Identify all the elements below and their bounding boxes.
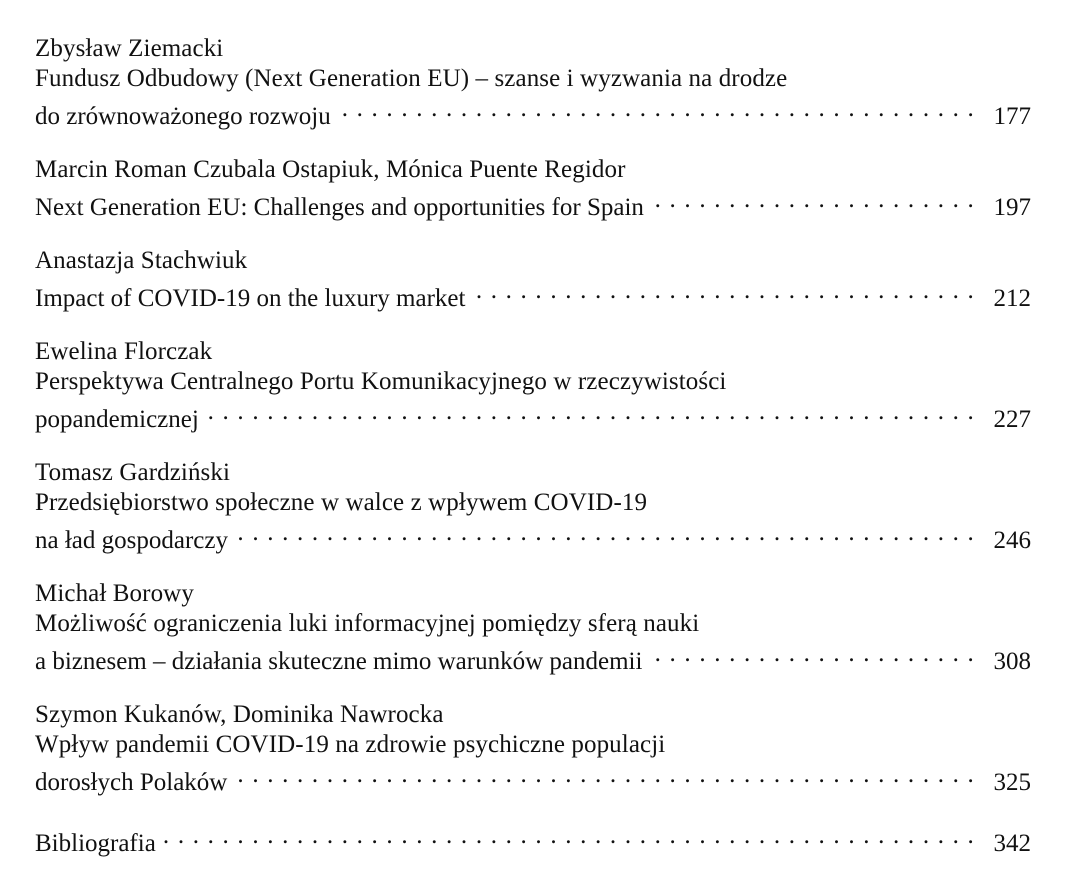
entry-title-line: Możliwość ograniczenia luki informacyjnej pomiędzy sferą nauki — [35, 610, 700, 637]
entry-title-line: Perspektywa Centralnego Portu Komunikacyjnego w rzeczywistości — [35, 368, 727, 395]
entry-author: Ewelina Florczak — [35, 338, 213, 365]
entry-author: Marcin Roman Czubala Ostapiuk, Mónica Puente Regidor — [35, 156, 626, 183]
toc-entry — [35, 246, 1031, 312]
toc-entry — [35, 458, 1031, 554]
entry-title-line: na ład gospodarczy — [35, 527, 228, 554]
entry-title-line: popandemicznej — [35, 406, 199, 433]
toc-entry — [35, 337, 1031, 433]
entry-author: Anastazja Stachwiuk — [35, 247, 248, 274]
dot-leader — [648, 639, 975, 669]
entry-title-line: Fundusz Odbudowy (Next Generation EU) – szanse i wyzwania na drodze — [35, 65, 788, 92]
entry-last-line — [35, 276, 1031, 312]
toc-entry — [35, 579, 1031, 675]
entry-title-line: Next Generation EU: Challenges and opportunities for Spain — [35, 194, 644, 221]
bibliography-label: Bibliografia — [35, 830, 156, 857]
entry-author: Tomasz Gardziński — [35, 459, 231, 486]
entry-title-line: do zrównoważonego rozwoju — [35, 103, 331, 130]
entry-last-line — [35, 518, 1031, 554]
dot-leader — [471, 276, 975, 306]
dot-leader — [234, 518, 975, 548]
entry-page-number: 212 — [993, 285, 1031, 312]
dot-leader — [205, 397, 975, 427]
entry-author: Zbysław Ziemacki — [35, 35, 224, 62]
entry-last-line — [35, 185, 1031, 221]
dot-leader — [650, 185, 975, 215]
entry-title-line: Impact of COVID-19 on the luxury market — [35, 285, 466, 312]
toc-entry — [35, 34, 1031, 130]
entry-page-number: 246 — [993, 527, 1031, 554]
toc-entry — [35, 700, 1031, 796]
entry-last-line — [35, 760, 1031, 796]
entry-title-line: a biznesem – działania skuteczne mimo warunków pandemii — [35, 648, 643, 675]
entry-title-line: dorosłych Polaków — [35, 769, 228, 796]
dot-leader — [337, 94, 975, 124]
dot-leader — [162, 821, 975, 851]
entry-last-line — [35, 397, 1031, 433]
entry-last-line — [35, 94, 1031, 130]
entry-page-number: 325 — [993, 769, 1031, 796]
entry-page-number: 308 — [993, 648, 1031, 675]
toc-entry-bibliography — [35, 821, 1031, 857]
entry-page-number: 197 — [993, 194, 1031, 221]
entry-last-line — [35, 821, 1031, 857]
dot-leader — [233, 760, 975, 790]
entry-author: Michał Borowy — [35, 580, 194, 607]
table-of-contents — [35, 34, 1031, 882]
toc-entry — [35, 155, 1031, 221]
entry-page-number: 177 — [993, 103, 1031, 130]
entry-title-line: Przedsiębiorstwo społeczne w walce z wpływem COVID-19 — [35, 489, 648, 516]
entry-last-line — [35, 639, 1031, 675]
entry-page-number: 342 — [993, 830, 1031, 857]
entry-page-number: 227 — [993, 406, 1031, 433]
entry-author: Szymon Kukanów, Dominika Nawrocka — [35, 701, 444, 728]
entry-title-line: Wpływ pandemii COVID-19 na zdrowie psychiczne populacji — [35, 731, 666, 758]
